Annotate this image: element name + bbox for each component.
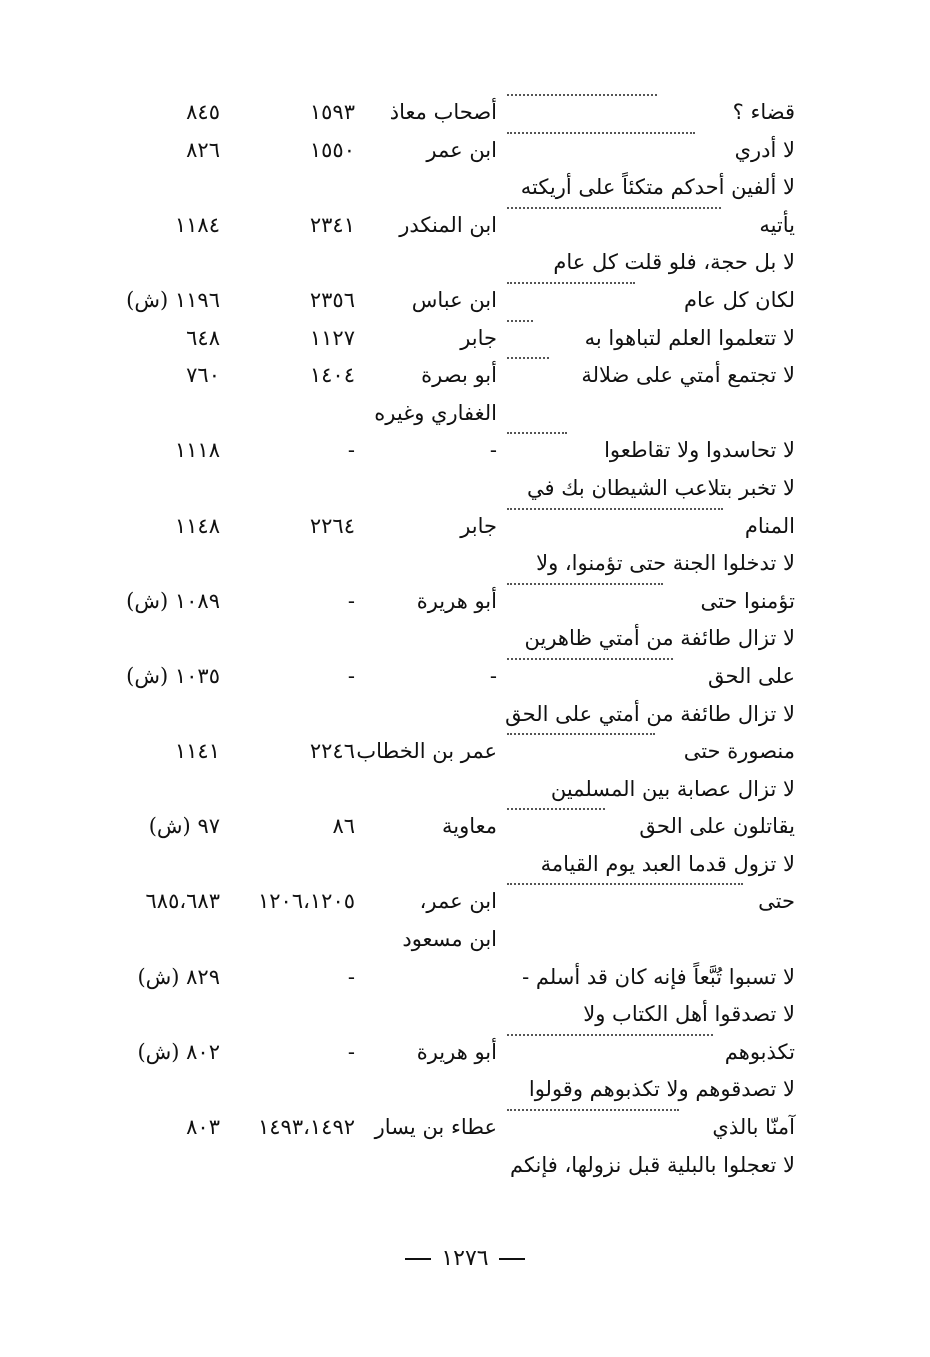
index-row <box>95 846 795 884</box>
page-reference: ١٠٨٩ (ش) <box>126 588 220 613</box>
leader-dots <box>507 808 605 810</box>
index-row <box>95 1147 795 1185</box>
narrator: - <box>489 438 497 463</box>
hadith-text: لا بل حجة، فلو قلت كل عام <box>553 250 795 275</box>
hadith-number: ١٢٠٦،١٢٠٥ <box>257 889 355 914</box>
hadith-text: لا تتعلموا العلم لتباهوا به <box>584 325 795 350</box>
hadith-text: لا تصدقوا أهل الكتاب ولا <box>583 1002 795 1027</box>
hadith-number: ١٤٠٤ <box>309 363 355 388</box>
hadith-text: لا تعجلوا بالبلية قبل نزولها، فإنكم <box>509 1152 795 1177</box>
hadith-text: لا تزال طائفة من أمتي ظاهرين <box>524 626 795 651</box>
narrator: الغفاري وغيره <box>374 400 497 425</box>
index-row <box>95 1071 795 1109</box>
page-reference: ٦٨٥،٦٨٣ <box>145 889 220 914</box>
narrator: - <box>489 663 497 688</box>
footer-dash-left <box>405 1258 431 1260</box>
hadith-number: ٢٢٦٤ <box>309 513 355 538</box>
hadith-number: ١١٢٧ <box>309 325 355 350</box>
hadith-number: - <box>347 588 355 613</box>
narrator: جابر <box>460 325 497 350</box>
index-row <box>95 1109 795 1147</box>
page-reference: ١١٤٨ <box>174 513 220 538</box>
leader-dots <box>507 583 663 585</box>
hadith-number: - <box>347 438 355 463</box>
hadith-number: ٨٦ <box>332 814 355 839</box>
page-number: ١٢٧٦ <box>441 1246 489 1271</box>
hadith-text: آمنّا بالذي <box>712 1115 795 1140</box>
narrator: أبو بصرة <box>421 363 497 388</box>
page-reference: ١١٨٤ <box>174 212 220 237</box>
hadith-text: لا تزول قدما العبد يوم القيامة <box>540 851 795 876</box>
index-row <box>95 207 795 245</box>
page-reference: ٨٢٦ <box>186 137 220 162</box>
index-row <box>95 658 795 696</box>
hadith-number: - <box>347 663 355 688</box>
page-footer <box>0 1246 930 1271</box>
leader-dots <box>507 132 695 134</box>
narrator: ابن عباس <box>411 287 497 312</box>
leader-dots <box>507 1034 713 1036</box>
hadith-text: لا تجتمع أمتي على ضلالة <box>581 363 795 388</box>
narrator: جابر <box>460 513 497 538</box>
hadith-text: لا تدخلوا الجنة حتى تؤمنوا، ولا <box>536 551 795 576</box>
leader-dots <box>507 207 721 209</box>
page-reference: ٨٠٢ (ش) <box>137 1039 220 1064</box>
page-reference: ٨٠٣ <box>186 1115 220 1140</box>
index-row <box>95 94 795 132</box>
index-row <box>95 169 795 207</box>
hadith-number: - <box>347 964 355 989</box>
hadith-text: قضاء ؟ <box>732 100 795 124</box>
index-row <box>95 959 795 997</box>
hadith-text: المنام <box>744 513 795 538</box>
index-row <box>95 508 795 546</box>
hadith-text: يأتيه <box>759 212 795 237</box>
page-reference: ١١٩٦ (ش) <box>126 287 220 312</box>
leader-dots <box>507 282 635 284</box>
hadith-text: لا تزال طائفة من أمتي على الحق <box>505 701 795 726</box>
hadith-text: لا ألفين أحدكم متكئاً على أريكته <box>520 175 795 200</box>
index-row <box>95 357 795 395</box>
page-reference: ١٠٣٥ (ش) <box>126 663 220 688</box>
hadith-number: - <box>347 1039 355 1064</box>
narrator: ابن عمر، <box>419 889 497 914</box>
page-reference: ٨٢٩ (ش) <box>137 964 220 989</box>
page-reference: ١١١٨ <box>174 438 220 463</box>
index-row <box>95 583 795 621</box>
hadith-text: لا أدري <box>734 137 795 162</box>
leader-dots <box>507 1109 679 1111</box>
index-row <box>95 921 795 959</box>
index-row <box>95 282 795 320</box>
page-reference: ٩٧ (ش) <box>148 814 220 839</box>
hadith-text: يقاتلون على الحق <box>639 814 795 839</box>
hadith-number: ١٥٥٠ <box>309 137 355 162</box>
leader-dots <box>507 432 567 434</box>
hadith-number: ٢٣٥٦ <box>309 287 355 312</box>
narrator: عمر بن الخطاب <box>356 739 497 764</box>
index-row <box>95 733 795 771</box>
leader-dots <box>507 320 533 322</box>
narrator: ابن مسعود <box>402 927 497 952</box>
hadith-number: ١٥٩٣ <box>309 100 355 124</box>
page-reference: ١١٤١ <box>174 739 220 764</box>
index-row <box>95 432 795 470</box>
hadith-number: ١٤٩٣،١٤٩٢ <box>257 1115 355 1140</box>
hadith-text: لا تخبر بتلاعب الشيطان بك في <box>527 475 795 500</box>
hadith-number: ٢٢٤٦ <box>309 739 355 764</box>
index-row <box>95 808 795 846</box>
leader-dots <box>507 357 549 359</box>
hadith-text: لا تزال عصابة بين المسلمين <box>550 776 795 801</box>
hadith-text: لا تصدقوهم ولا تكذبوهم وقولوا <box>528 1077 795 1102</box>
narrator: أبو هريرة <box>416 588 497 613</box>
index-row <box>95 696 795 734</box>
index-row <box>95 470 795 508</box>
narrator: عطاء بن يسار <box>374 1115 497 1140</box>
index-row <box>95 244 795 282</box>
page-reference: ٦٤٨ <box>186 325 220 350</box>
index-row <box>95 132 795 170</box>
hadith-index-list <box>95 94 795 1184</box>
hadith-text: لكان كل عام <box>684 287 795 312</box>
hadith-text: منصورة حتى <box>683 739 795 764</box>
index-row <box>95 395 795 433</box>
leader-dots <box>507 94 657 96</box>
narrator: أصحاب معاذ <box>389 100 497 124</box>
page-reference: ٧٦٠ <box>186 363 220 388</box>
leader-dots <box>507 733 655 735</box>
hadith-text: حتى <box>758 889 795 914</box>
narrator: ابن المنكدر <box>399 212 497 237</box>
narrator: ابن عمر <box>426 137 497 162</box>
index-row <box>95 883 795 921</box>
index-row <box>95 996 795 1034</box>
leader-dots <box>507 658 673 660</box>
narrator: معاوية <box>441 814 497 839</box>
page-reference: ٨٤٥ <box>186 100 220 124</box>
hadith-number: ٢٣٤١ <box>309 212 355 237</box>
index-row <box>95 545 795 583</box>
hadith-text: تؤمنوا حتى <box>700 588 795 613</box>
hadith-text: لا تسبوا تُبَّعاً فإنه كان قد أسلم - <box>522 964 795 989</box>
index-row <box>95 320 795 358</box>
leader-dots <box>507 883 743 885</box>
hadith-text: تكذبوهم <box>724 1039 795 1064</box>
index-row <box>95 771 795 809</box>
leader-dots <box>507 508 723 510</box>
narrator: أبو هريرة <box>416 1039 497 1064</box>
hadith-text: لا تحاسدوا ولا تقاطعوا <box>604 438 795 463</box>
index-row <box>95 1034 795 1072</box>
hadith-text: على الحق <box>708 663 795 688</box>
footer-dash-right <box>499 1258 525 1260</box>
index-row <box>95 620 795 658</box>
